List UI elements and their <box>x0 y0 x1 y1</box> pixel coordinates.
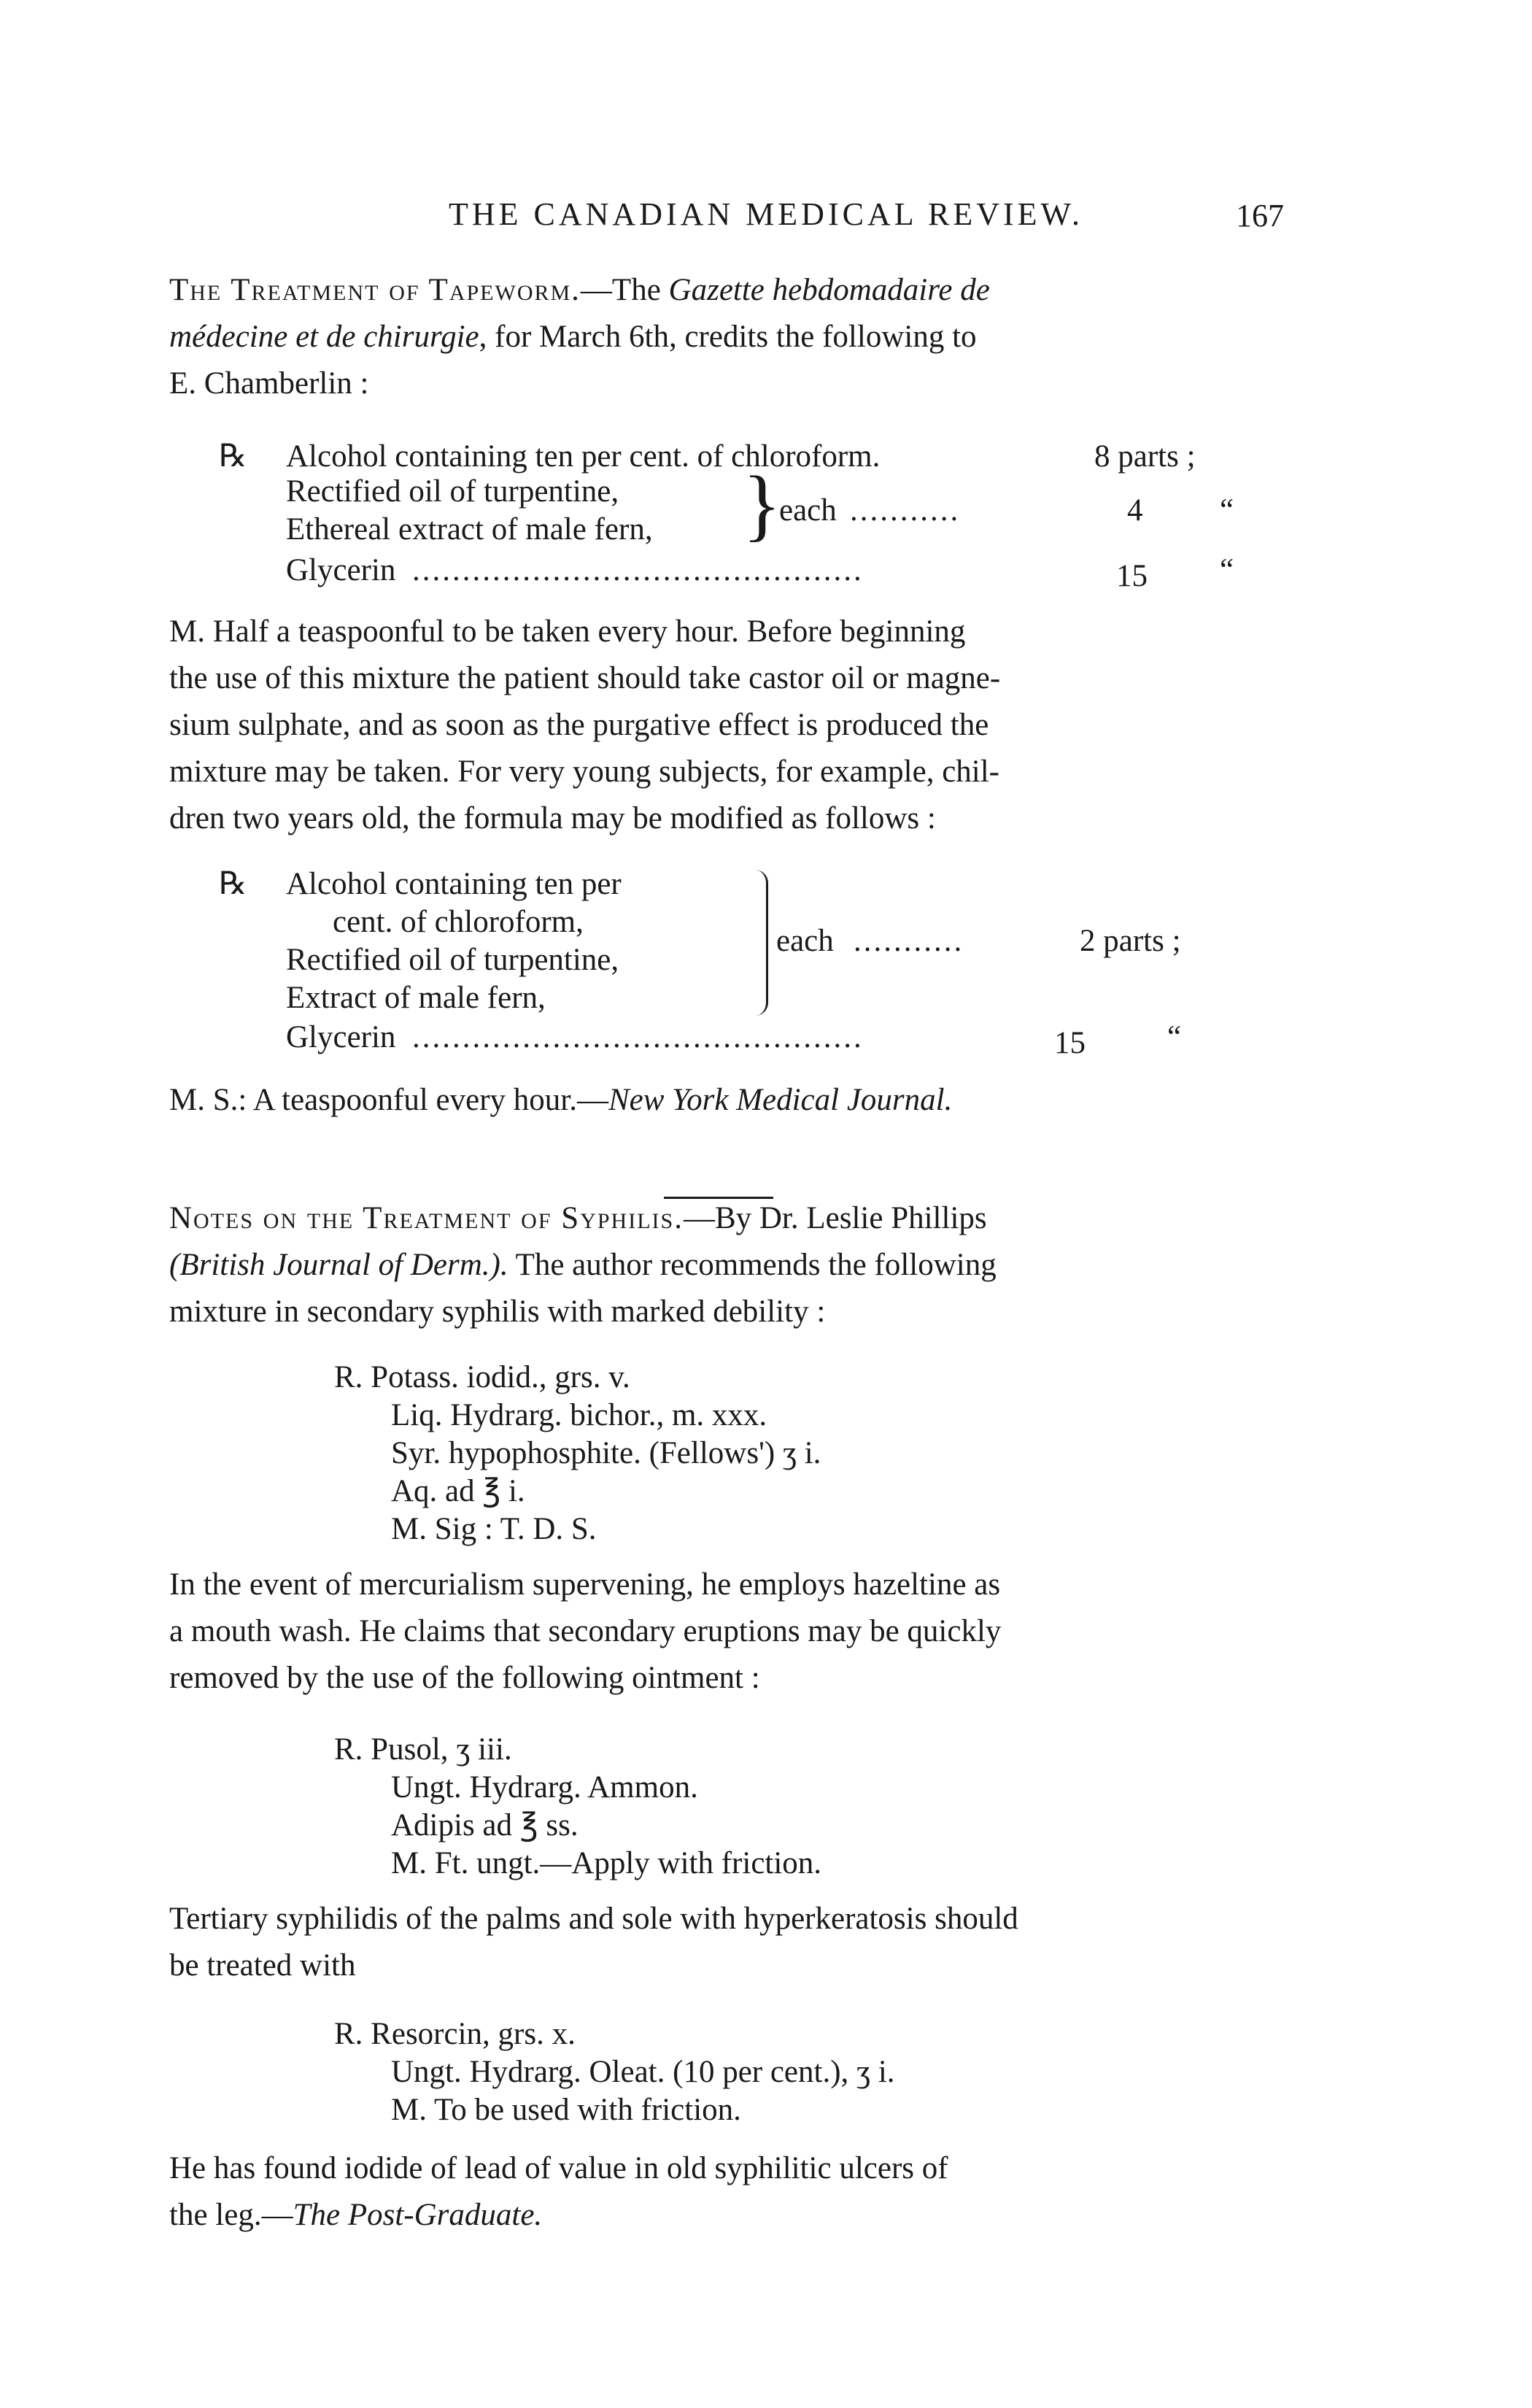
rx-quantity: 15 <box>1054 1026 1086 1060</box>
page-number: 167 <box>1236 198 1284 234</box>
syphilis-paragraph-3: Tertiary syphilidis of the palms and sole with hyperkeratosis should be treated with <box>169 1902 1018 1983</box>
rx-quantity: 2 parts ; <box>1080 924 1181 958</box>
syphilis-intro: Notes on the Treatment of Syphilis.—By Dr. Leslie Phillips (British Journal of Derm.). The author recommends the following mixture in secondary syphilis with marked debility : <box>169 1201 997 1329</box>
tapeworm-heading: The Treatment of Tapeworm. <box>169 273 581 307</box>
rx-item: cent. of chloroform, <box>333 905 584 939</box>
rx-item: Syr. hypophosphite. (Fellows') ʒ i. <box>391 1436 821 1470</box>
rx-item: R. Resorcin, grs. x. <box>334 2017 576 2051</box>
source-title: Gazette hebdomadaire de <box>668 273 990 307</box>
prescription-tapeworm-1 <box>219 436 1240 611</box>
tapeworm-intro: The Treatment of Tapeworm.—The Gazette hebdomadaire de médecine et de chirurgie, for March 6th, credits the following to E. Chamberlin : <box>169 273 990 401</box>
source-title-cont: médecine et de chirurgie <box>169 320 479 354</box>
curly-brace-icon: } <box>743 460 781 549</box>
rx-item: Extract of male fern, <box>286 981 546 1015</box>
ditto-mark: “ <box>1220 493 1234 528</box>
dot-leader: ............................................. <box>412 1020 864 1054</box>
rx-item: R. Potass. iodid., grs. v. <box>334 1360 630 1394</box>
curly-brace-icon <box>751 870 768 1016</box>
dot-leader: ........... <box>850 493 961 528</box>
rx-item: Ungt. Hydrarg. Oleat. (10 per cent.), ʒ i. <box>391 2055 895 2089</box>
rx-item: R. Pusol, ʒ iii. <box>334 1732 512 1767</box>
syphilis-paragraph-2: In the event of mercurialism supervening, he employs hazeltine as a mouth wash. He claims that secondary eruptions may be quickly removed by the use of the following ointment : <box>169 1567 1002 1695</box>
rx-item: Rectified oil of turpentine, <box>286 474 619 509</box>
rx-item: Ungt. Hydrarg. Ammon. <box>391 1770 698 1805</box>
syphilis-paragraph-4: He has found iodide of lead of value in old syphilitic ulcers of the leg.—The Post-Graduate. <box>169 2151 948 2232</box>
dot-leader: ............................................. <box>412 553 864 587</box>
rx-item: M. Sig : T. D. S. <box>391 1512 597 1546</box>
prescription-syphilis-3 <box>334 2014 1283 2138</box>
rx-item: Adipis ad ℥ ss. <box>391 1808 579 1842</box>
rx-item: Glycerin <box>286 553 396 587</box>
source-title: New York Medical Journal. <box>608 1083 953 1117</box>
rx-symbol: ℞ <box>219 439 247 474</box>
running-header-title: THE CANADIAN MEDICAL REVIEW. <box>449 196 1083 232</box>
dot-leader: ........... <box>854 924 964 958</box>
rx-item: Liq. Hydrarg. bichor., m. xxx. <box>391 1398 767 1432</box>
rx-each-label: each <box>776 924 834 958</box>
prescription-syphilis-1 <box>334 1357 1283 1562</box>
tapeworm-signature: M. S.: A teaspoonful every hour.—New York Medical Journal. <box>169 1083 953 1117</box>
prescription-syphilis-2 <box>334 1729 1283 1897</box>
rx-item: Rectified oil of turpentine, <box>286 943 619 977</box>
ditto-mark: “ <box>1220 553 1234 587</box>
rx-quantity: 8 parts ; <box>1094 439 1196 474</box>
rx-item: M. To be used with friction. <box>391 2093 741 2127</box>
rx-quantity: 4 <box>1127 493 1143 528</box>
rx-item: Alcohol containing ten per <box>286 867 622 901</box>
rx-item: Aq. ad ℥ i. <box>391 1474 525 1508</box>
rx-quantity: 15 <box>1116 559 1148 593</box>
rx-symbol: ℞ <box>219 867 247 901</box>
ditto-mark: “ <box>1167 1020 1182 1054</box>
rx-item: Glycerin <box>286 1020 396 1054</box>
syphilis-heading: Notes on the Treatment of Syphilis. <box>169 1201 684 1235</box>
rx-each-label: each <box>779 493 837 528</box>
source-title: (British Journal of Derm.). <box>169 1248 508 1282</box>
prescription-tapeworm-2 <box>219 864 1240 1083</box>
rx-item: Ethereal extract of male fern, <box>286 512 653 547</box>
tapeworm-directions: M. Half a teaspoonful to be taken every hour. Before beginning the use of this mixture the patient should take castor oil or magne- sium sulphate, and as soon as the purgative effect is produced the mixture may be taken. For very young subjects, for example, chil- dren two years old, the formula may be modified as follows : <box>169 614 1001 836</box>
rx-item: Alcohol containing ten per cent. of chloroform. <box>286 439 881 474</box>
source-title: The Post-Graduate. <box>293 2198 543 2232</box>
rx-item: M. Ft. ungt.—Apply with friction. <box>391 1846 822 1880</box>
